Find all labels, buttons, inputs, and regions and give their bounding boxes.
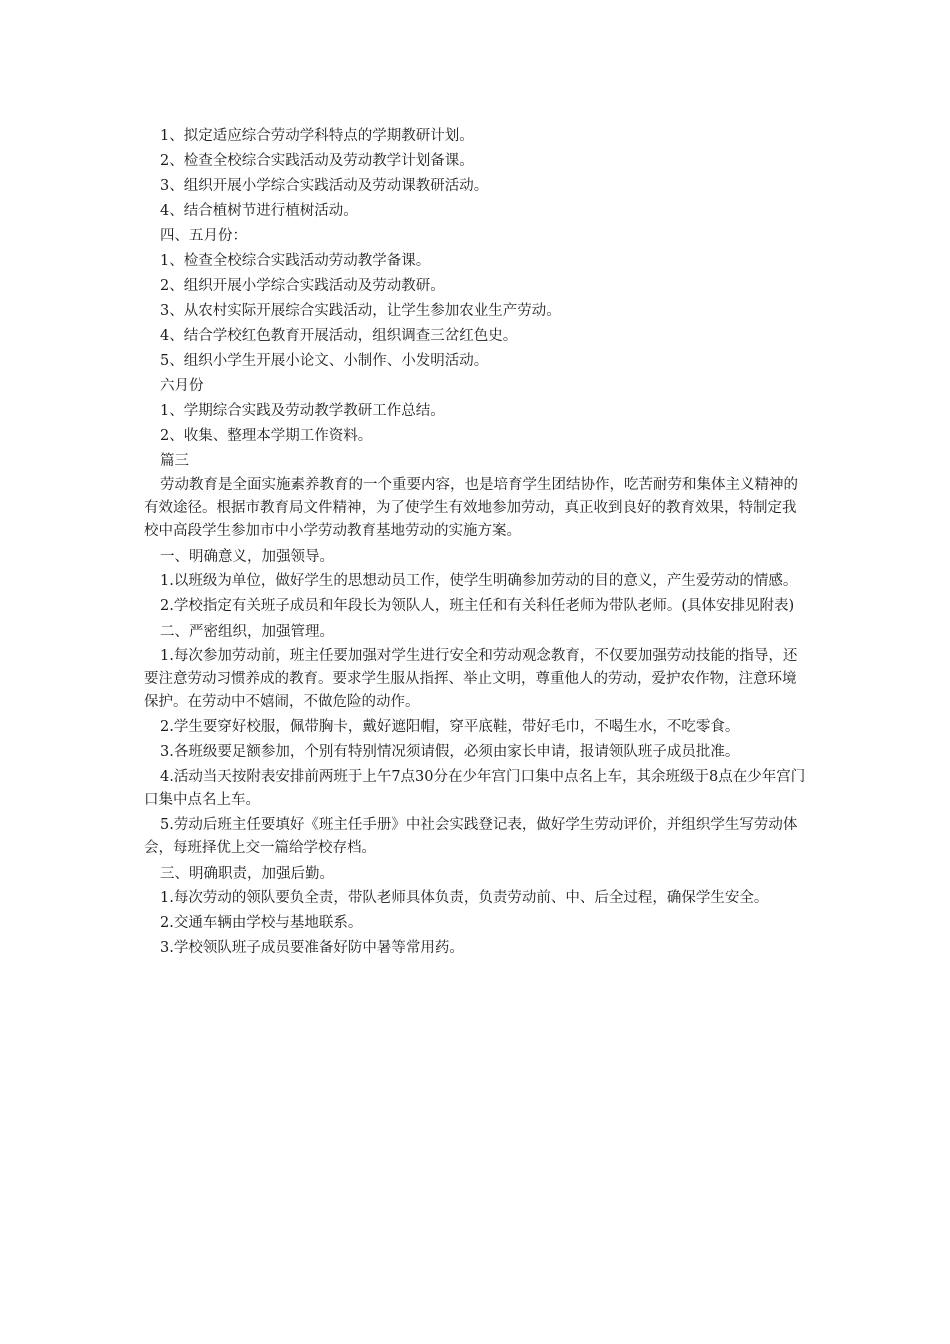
section-heading: 二、严密组织，加强管理。: [160, 624, 334, 640]
section-heading: 三、明确职责，加强后勤。: [160, 866, 334, 882]
document-body: [144, 124, 808, 962]
plan-line: 4、结合植树节进行植树活动。: [160, 203, 358, 219]
body-paragraph: 2.交通车辆由学校与基地联系。: [160, 915, 363, 931]
body-paragraph: 4.活动当天按附表安排前两班于上午7点30分在少年宫门口集中点名上车，其余班级于8点在少年宫门口集中点名上车。: [144, 769, 806, 808]
body-paragraph: 1.每次参加劳动前，班主任要加强对学生进行安全和劳动观念教育，不仅要加强劳动技能的指导，还要注意劳动习惯养成的教育。要求学生服从指挥、举止文明，尊重他人的劳动，爱护农作物，注意环境保护。在劳动中不嬉闹，不做危险的动作。: [144, 648, 798, 710]
body-paragraph: 劳动教育是全面实施素养教育的一个重要内容，也是培育学生团结协作，吃苦耐劳和集体主义精神的有效途径。根据市教育局文件精神，为了使学生有效地参加劳动，真正收到良好的教育效果，特制定我校中高段学生参加市中小学劳动教育基地劳动的实施方案。: [144, 477, 798, 539]
section-heading: 四、五月份：: [160, 228, 247, 244]
plan-line: 1、拟定适应综合劳动学科特点的学期教研计划。: [160, 128, 474, 144]
plan-line: 1、学期综合实践及劳动教学教研工作总结。: [160, 403, 445, 419]
plan-line: 5、组织小学生开展小论文、小制作、小发明活动。: [160, 353, 489, 369]
plan-line: 2、收集、整理本学期工作资料。: [160, 428, 373, 444]
plan-line: 2、检查全校综合实践活动及劳动教学计划备课。: [160, 153, 474, 169]
plan-line: 3、组织开展小学综合实践活动及劳动课教研活动。: [160, 178, 489, 194]
chapter-heading: 篇三: [160, 453, 189, 469]
plan-line: 3、从农村实际开展综合实践活动，让学生参加农业生产劳动。: [160, 303, 561, 319]
body-paragraph: 2.学生要穿好校服，佩带胸卡，戴好遮阳帽，穿平底鞋，带好毛巾，不喝生水，不吃零食。: [160, 719, 740, 735]
body-paragraph: 1.每次劳动的领队要负全责，带队老师具体负责，负责劳动前、中、后全过程，确保学生安全。: [160, 890, 769, 906]
body-paragraph: 3.各班级要足额参加，个别有特别情况须请假，必须由家长申请，报请领队班子成员批准。: [160, 744, 740, 760]
plan-line: 4、结合学校红色教育开展活动，组织调查三岔红色史。: [160, 328, 518, 344]
body-paragraph: 1.以班级为单位，做好学生的思想动员工作，使学生明确参加劳动的目的意义，产生爱劳动的情感。: [160, 573, 798, 589]
plan-line: 1、检查全校综合实践活动劳动教学备课。: [160, 253, 431, 269]
body-paragraph: 2.学校指定有关班子成员和年段长为领队人，班主任和有关科任老师为带队老师。(具体安排见附表): [160, 598, 795, 614]
body-paragraph: 5.劳动后班主任要填好《班主任手册》中社会实践登记表，做好学生劳动评价，并组织学生写劳动体会，每班择优上交一篇给学校存档。: [144, 817, 798, 856]
section-heading: 六月份: [160, 378, 204, 394]
section-heading: 一、明确意义，加强领导。: [160, 549, 334, 565]
plan-line: 2、组织开展小学综合实践活动及劳动教研。: [160, 278, 445, 294]
body-paragraph: 3.学校领队班子成员要准备好防中暑等常用药。: [160, 940, 464, 956]
